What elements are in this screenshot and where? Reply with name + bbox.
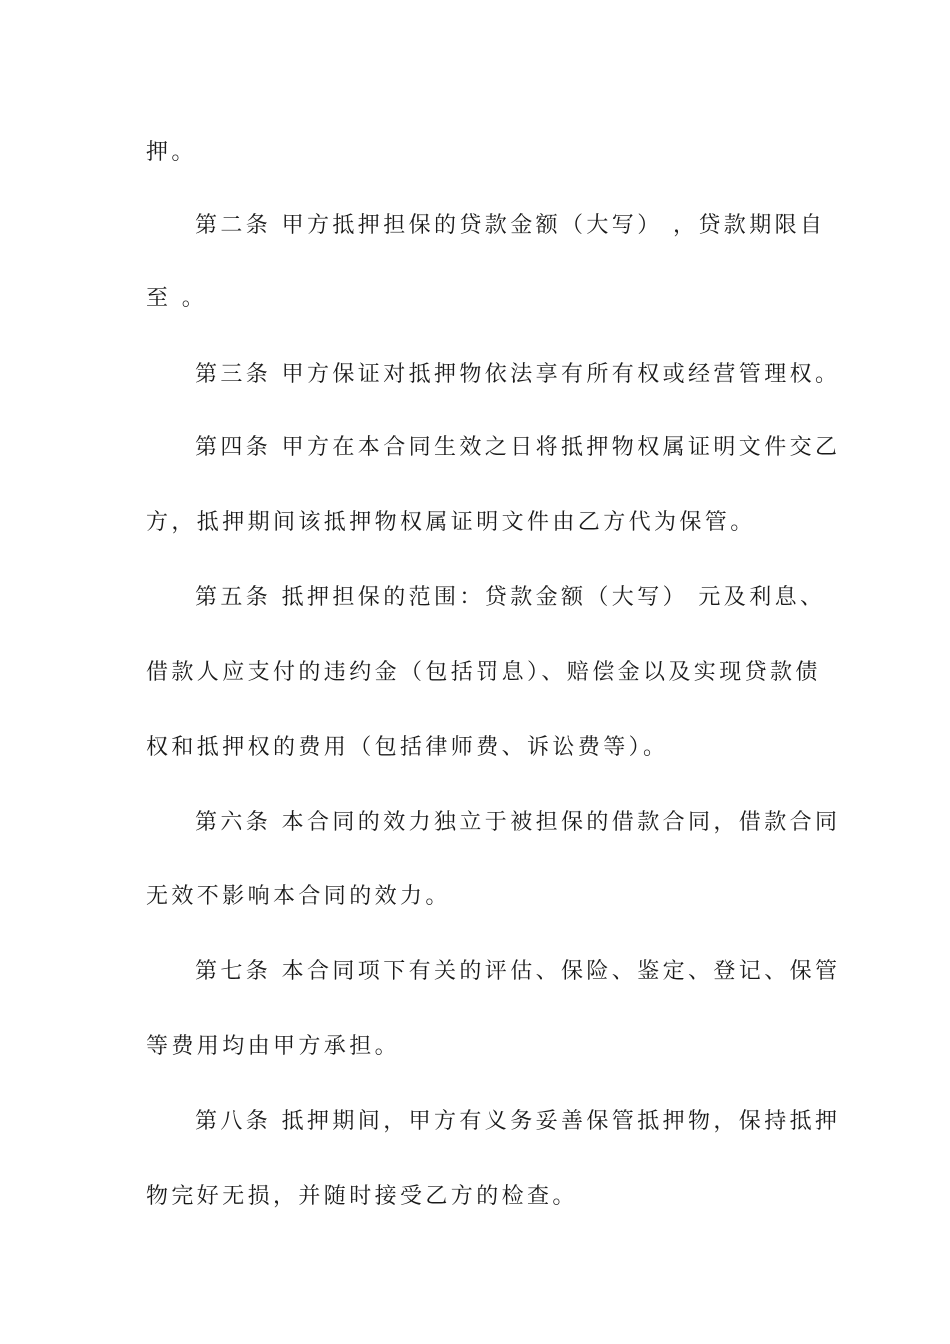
- article-4-line-2: 方，抵押期间该抵押物权属证明文件由乙方代为保管。: [146, 510, 756, 535]
- article-3-line-1: 第三条 甲方保证对抵押物依法享有所有权或经营管理权。: [195, 362, 841, 387]
- article-7-line-2: 等费用均由甲方承担。: [146, 1034, 401, 1059]
- article-6-line-1: 第六条 本合同的效力独立于被担保的借款合同，借款合同: [195, 810, 841, 835]
- article-4-line-1: 第四条 甲方在本合同生效之日将抵押物权属证明文件交乙: [195, 435, 841, 460]
- text-line-1: 押。: [146, 140, 197, 165]
- article-6-line-2: 无效不影响本合同的效力。: [146, 884, 451, 909]
- article-7-line-1: 第七条 本合同项下有关的评估、保险、鉴定、登记、保管: [195, 959, 841, 984]
- article-2-line-2: 至 。: [146, 286, 208, 311]
- article-5-line-1: 第五条 抵押担保的范围：贷款金额（大写） 元及利息、: [195, 585, 826, 610]
- article-5-line-2: 借款人应支付的违约金（包括罚息）、赔偿金以及实现贷款债: [146, 660, 821, 685]
- article-5-line-3: 权和抵押权的费用（包括律师费、诉讼费等）。: [146, 735, 669, 760]
- article-8-line-2: 物完好无损，并随时接受乙方的检查。: [146, 1184, 578, 1209]
- article-2-line-1: 第二条 甲方抵押担保的贷款金额（大写） ，贷款期限自: [195, 213, 826, 238]
- article-8-line-1: 第八条 抵押期间，甲方有义务妥善保管抵押物，保持抵押: [195, 1109, 841, 1134]
